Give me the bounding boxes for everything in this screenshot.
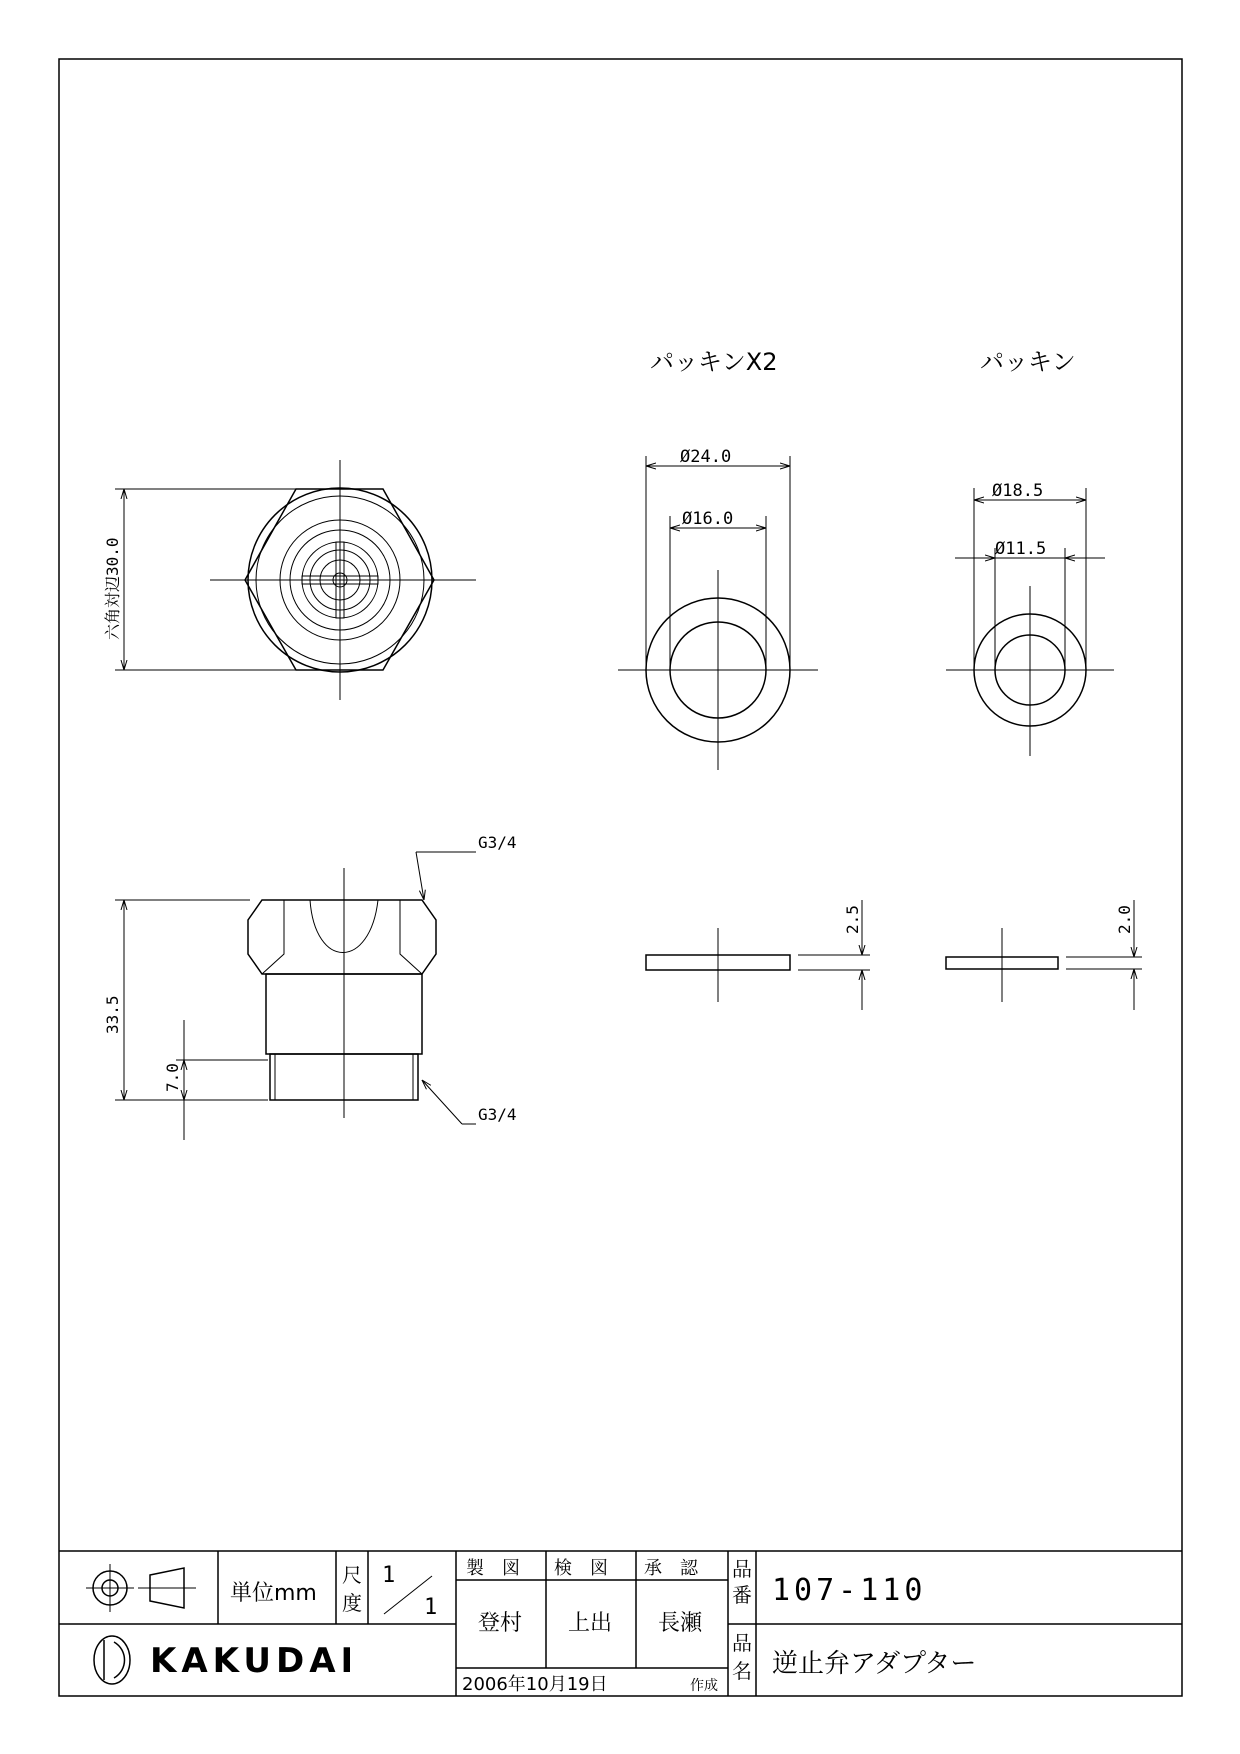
checked-label: 検 図: [554, 1558, 608, 1579]
unit-label: 単位mm: [230, 1581, 317, 1606]
drawn-by: 登村: [478, 1611, 523, 1636]
hex-across-dim: 六角対辺30.0: [103, 537, 122, 640]
brand-name: KAKUDAI: [150, 1641, 359, 1681]
packing-large-side: [646, 900, 870, 1010]
packing-small-side: [946, 900, 1142, 1010]
front-view: [103, 460, 476, 700]
approved-label: 承 認: [644, 1558, 698, 1579]
part-no-label-2: 番: [732, 1583, 752, 1607]
part-name-label-2: 名: [732, 1659, 752, 1683]
date-suffix: 作成: [690, 1678, 718, 1694]
d16-dim: Ø16.0: [682, 509, 734, 529]
kakudai-logo-icon: [94, 1636, 130, 1684]
approved-by: 長瀬: [658, 1611, 703, 1636]
scale-label-2: 度: [342, 1591, 362, 1615]
scale-denominator: 1: [424, 1595, 438, 1620]
thickness-2-dim: 2.0: [1115, 905, 1134, 934]
date-label: 2006年10月19日: [462, 1674, 608, 1695]
d18-5-dim: Ø18.5: [992, 481, 1044, 501]
drawn-label: 製 図: [466, 1558, 520, 1579]
height-dim: 33.5: [103, 995, 122, 1034]
packing-x2-title: パッキンX2: [650, 348, 778, 376]
d11-5-dim: Ø11.5: [995, 539, 1047, 559]
thread-length-dim: 7.0: [163, 1063, 182, 1092]
checked-by: 上出: [568, 1611, 613, 1636]
thickness-1-dim: 2.5: [843, 905, 862, 934]
thread-top-label: G3/4: [478, 833, 517, 852]
packing-title: パッキン: [980, 348, 1076, 376]
part-name-label-1: 品: [732, 1631, 752, 1655]
side-view: [103, 833, 517, 1140]
part-number: 107-110: [772, 1573, 927, 1608]
packing-small-view: [946, 348, 1114, 756]
sheet-border: [59, 59, 1182, 1696]
part-name: 逆止弁アダプター: [772, 1649, 977, 1679]
part-no-label-1: 品: [732, 1557, 752, 1581]
title-block: [59, 1551, 1182, 1696]
scale-label-1: 尺: [342, 1563, 362, 1587]
packing-large-view: [618, 348, 818, 770]
scale-numerator: 1: [382, 1563, 396, 1588]
d24-dim: Ø24.0: [680, 447, 732, 467]
thread-bottom-label: G3/4: [478, 1105, 517, 1124]
